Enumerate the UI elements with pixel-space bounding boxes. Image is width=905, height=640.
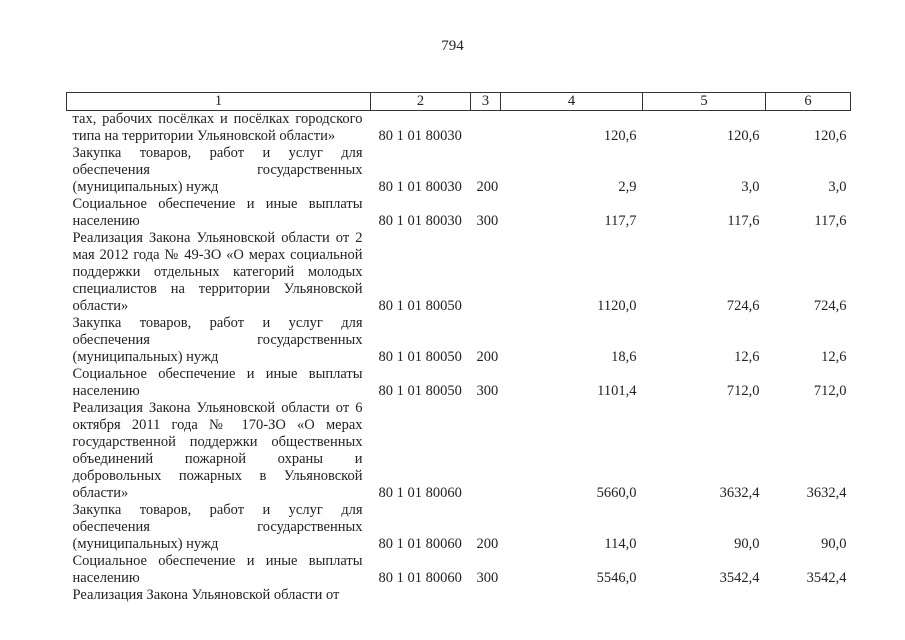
column-header-6: 6 xyxy=(766,93,851,111)
row-value-2: 712,0 xyxy=(726,383,760,399)
column-header-1: 1 xyxy=(67,93,371,111)
table-row xyxy=(67,553,851,587)
row-name: Закупка товаров, работ и услуг для обеспечения государственных (муниципальных) нужд xyxy=(72,502,363,552)
row-expense-type: 300 xyxy=(476,570,499,586)
row-name: Закупка товаров, работ и услуг для обеспечения государственных (муниципальных) нужд xyxy=(72,145,363,195)
table-row xyxy=(67,315,851,366)
row-value-3: 3,0 xyxy=(828,179,847,195)
row-value-3: 3542,4 xyxy=(806,570,847,586)
row-expense-type: 200 xyxy=(476,536,499,552)
row-expense-type: 200 xyxy=(476,349,499,365)
row-name: тах, рабочих посёлках и посёлках городского типа на территории Ульяновской области» xyxy=(72,111,363,144)
row-value-1: 5546,0 xyxy=(596,570,637,586)
budget-table xyxy=(66,92,851,604)
row-code: 80 1 01 80060 xyxy=(378,536,462,552)
row-value-1: 114,0 xyxy=(604,536,637,552)
row-value-3: 120,6 xyxy=(813,128,847,144)
row-value-2: 120,6 xyxy=(726,128,760,144)
row-code: 80 1 01 80030 xyxy=(378,179,462,195)
row-value-1: 18,6 xyxy=(611,349,637,365)
table-row xyxy=(67,400,851,502)
column-header-5: 5 xyxy=(643,93,766,111)
row-value-3: 712,0 xyxy=(813,383,847,399)
row-value-2: 3542,4 xyxy=(719,570,760,586)
row-value-1: 117,7 xyxy=(604,213,637,229)
row-expense-type: 300 xyxy=(476,383,499,399)
row-code: 80 1 01 80030 xyxy=(378,213,462,229)
row-code: 80 1 01 80060 xyxy=(378,485,462,501)
row-name: Социальное обеспечение и иные выплаты населению xyxy=(72,196,363,229)
row-value-1: 1120,0 xyxy=(597,298,637,314)
row-code: 80 1 01 80050 xyxy=(378,298,462,314)
table-row xyxy=(67,230,851,315)
table-row xyxy=(67,587,851,604)
row-expense-type xyxy=(471,587,501,604)
row-code: 80 1 01 80050 xyxy=(378,383,462,399)
row-expense-type: 200 xyxy=(476,179,499,195)
row-expense-type xyxy=(471,230,501,315)
row-value-2 xyxy=(643,587,766,604)
row-value-3: 724,6 xyxy=(813,298,847,314)
row-code xyxy=(371,587,471,604)
table-row xyxy=(67,502,851,553)
row-value-2: 117,6 xyxy=(727,213,760,229)
row-value-3: 117,6 xyxy=(814,213,847,229)
column-header-3: 3 xyxy=(471,93,501,111)
row-name: Закупка товаров, работ и услуг для обеспечения государственных (муниципальных) нужд xyxy=(72,315,363,365)
table-body xyxy=(67,111,851,605)
row-value-2: 3632,4 xyxy=(719,485,760,501)
page-number: 794 xyxy=(441,38,464,54)
table-row xyxy=(67,111,851,146)
row-value-1: 1101,4 xyxy=(597,383,637,399)
row-value-3: 3632,4 xyxy=(806,485,847,501)
row-name: Реализация Закона Ульяновской области от xyxy=(72,587,340,603)
row-value-3: 12,6 xyxy=(821,349,847,365)
row-value-2: 724,6 xyxy=(726,298,760,314)
column-header-4: 4 xyxy=(501,93,643,111)
table-row xyxy=(67,145,851,196)
header-row xyxy=(67,93,851,111)
row-expense-type xyxy=(471,111,501,146)
row-expense-type xyxy=(471,400,501,502)
row-name: Реализация Закона Ульяновской области от 2 мая 2012 года № 49-ЗО «О мерах социальной поддержки отдельных категорий молодых специалистов на территории Ульяновской области» xyxy=(72,230,363,314)
row-value-1: 5660,0 xyxy=(596,485,637,501)
row-value-3: 90,0 xyxy=(821,536,847,552)
table-row xyxy=(67,196,851,230)
table-row xyxy=(67,366,851,400)
table-header xyxy=(67,93,851,111)
row-code: 80 1 01 80050 xyxy=(378,349,462,365)
row-name: Реализация Закона Ульяновской области от 6 октября 2011 года № 170-ЗО «О мерах государственной поддержки общественных объединений пожарной охраны и добровольных пожарных в Ульяновской области» xyxy=(72,400,363,501)
row-value-1: 120,6 xyxy=(603,128,637,144)
row-code: 80 1 01 80030 xyxy=(378,128,462,144)
row-value-2: 12,6 xyxy=(734,349,760,365)
row-value-2: 90,0 xyxy=(734,536,760,552)
row-value-1: 2,9 xyxy=(618,179,637,195)
row-value-2: 3,0 xyxy=(741,179,760,195)
row-value-3 xyxy=(766,587,851,604)
row-name: Социальное обеспечение и иные выплаты населению xyxy=(72,366,363,399)
row-value-1 xyxy=(501,587,643,604)
row-code: 80 1 01 80060 xyxy=(378,570,462,586)
row-name: Социальное обеспечение и иные выплаты населению xyxy=(72,553,363,586)
column-header-2: 2 xyxy=(371,93,471,111)
row-expense-type: 300 xyxy=(476,213,499,229)
